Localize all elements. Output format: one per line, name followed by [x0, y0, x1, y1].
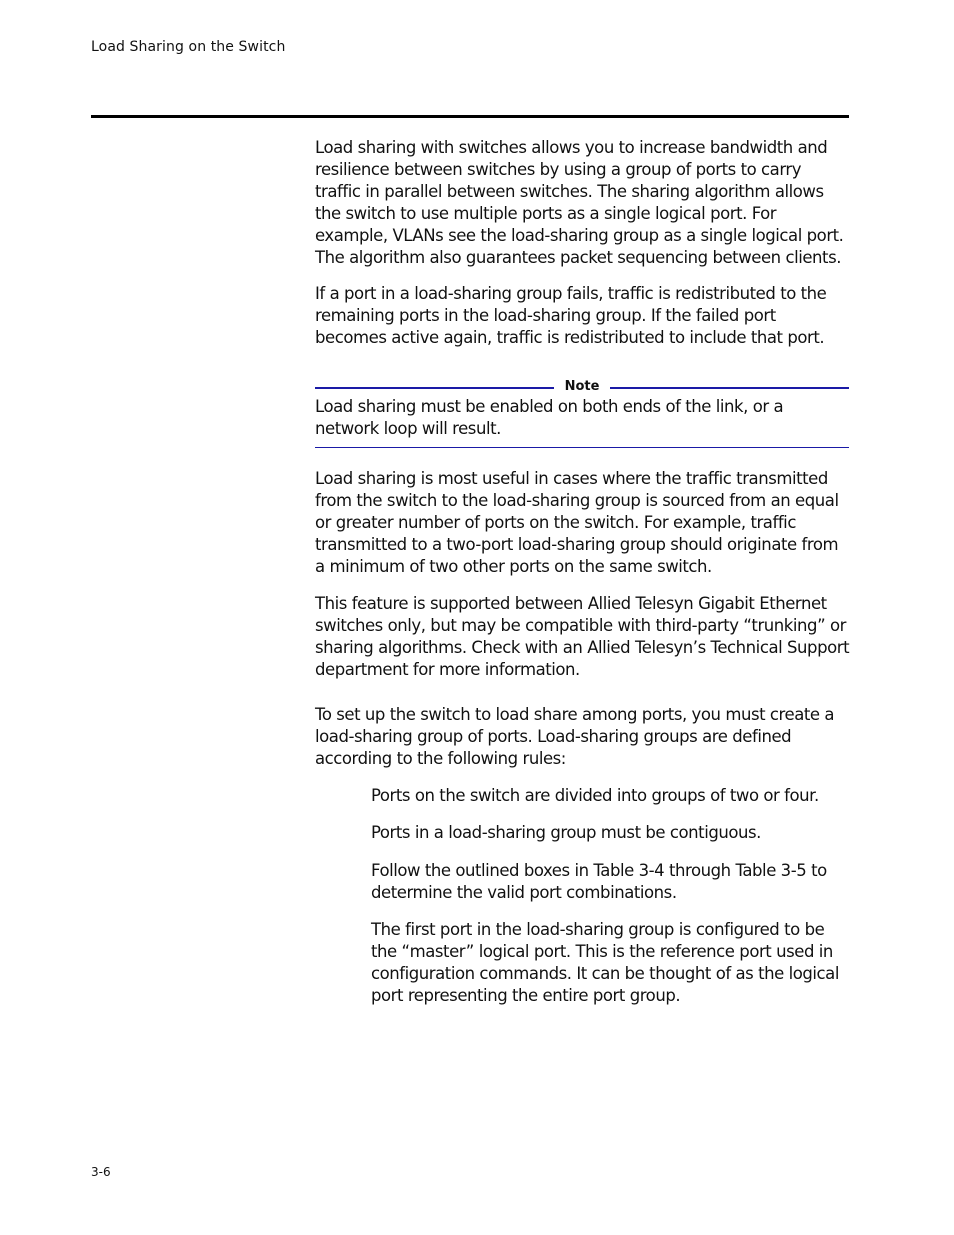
- running-header: Load Sharing on the Switch: [91, 39, 286, 55]
- paragraph-setup: To set up the switch to load share among ports, you must create a load-sharing group of ports. Load-sharing groups are defined according to the following rules:: [315, 705, 835, 768]
- note-rule-bottom: [315, 447, 849, 448]
- list-item-rule: Follow the outlined boxes in Table 3-4 through Table 3-5 to determine the valid port combinations.: [371, 861, 827, 902]
- paragraph-intro: Load sharing with switches allows you to increase bandwidth and resilience between switches by using a group of ports to carry traffic in parallel between switches. The sharing algorithm allows the switch to use multiple ports as a single logical port. For example, VLANs see the load-sharing group as a single logical port. The algorithm also guarantees packet sequencing between clients.: [315, 138, 844, 267]
- list-item-rule: Ports in a load-sharing group must be contiguous.: [371, 823, 761, 842]
- list-item-rule: Ports on the switch are divided into groups of two or four.: [371, 786, 819, 805]
- note-rule-right: [610, 387, 849, 389]
- note-rule-left: [315, 387, 554, 389]
- paragraph-compatibility: This feature is supported between Allied Telesyn Gigabit Ethernet switches only, but may be compatible with third-party “trunking” or sharing algorithms. Check with an Allied Telesyn’s Technical Support department for more information.: [315, 594, 850, 679]
- header-rule: [91, 115, 849, 118]
- note-text: Load sharing must be enabled on both ends of the link, or a network loop will result.: [315, 397, 784, 438]
- note-heading: Note: [564, 379, 600, 394]
- paragraph-failover: If a port in a load-sharing group fails, traffic is redistributed to the remaining ports in the load-sharing group. If the failed port becomes active again, traffic is redistributed to include that port.: [315, 284, 827, 347]
- list-item-rule: The first port in the load-sharing group is configured to be the “master” logical port. This is the reference port used in configuration commands. It can be thought of as the logical port representing the entire port group.: [371, 920, 839, 1005]
- paragraph-usefulness: Load sharing is most useful in cases where the traffic transmitted from the switch to the load-sharing group is sourced from an equal or greater number of ports on the switch. For example, traffic transmitted to a two-port load-sharing group should originate from a minimum of two other ports on the same switch.: [315, 469, 839, 576]
- page-number: 3-6: [91, 1165, 111, 1179]
- note-box: [315, 376, 849, 450]
